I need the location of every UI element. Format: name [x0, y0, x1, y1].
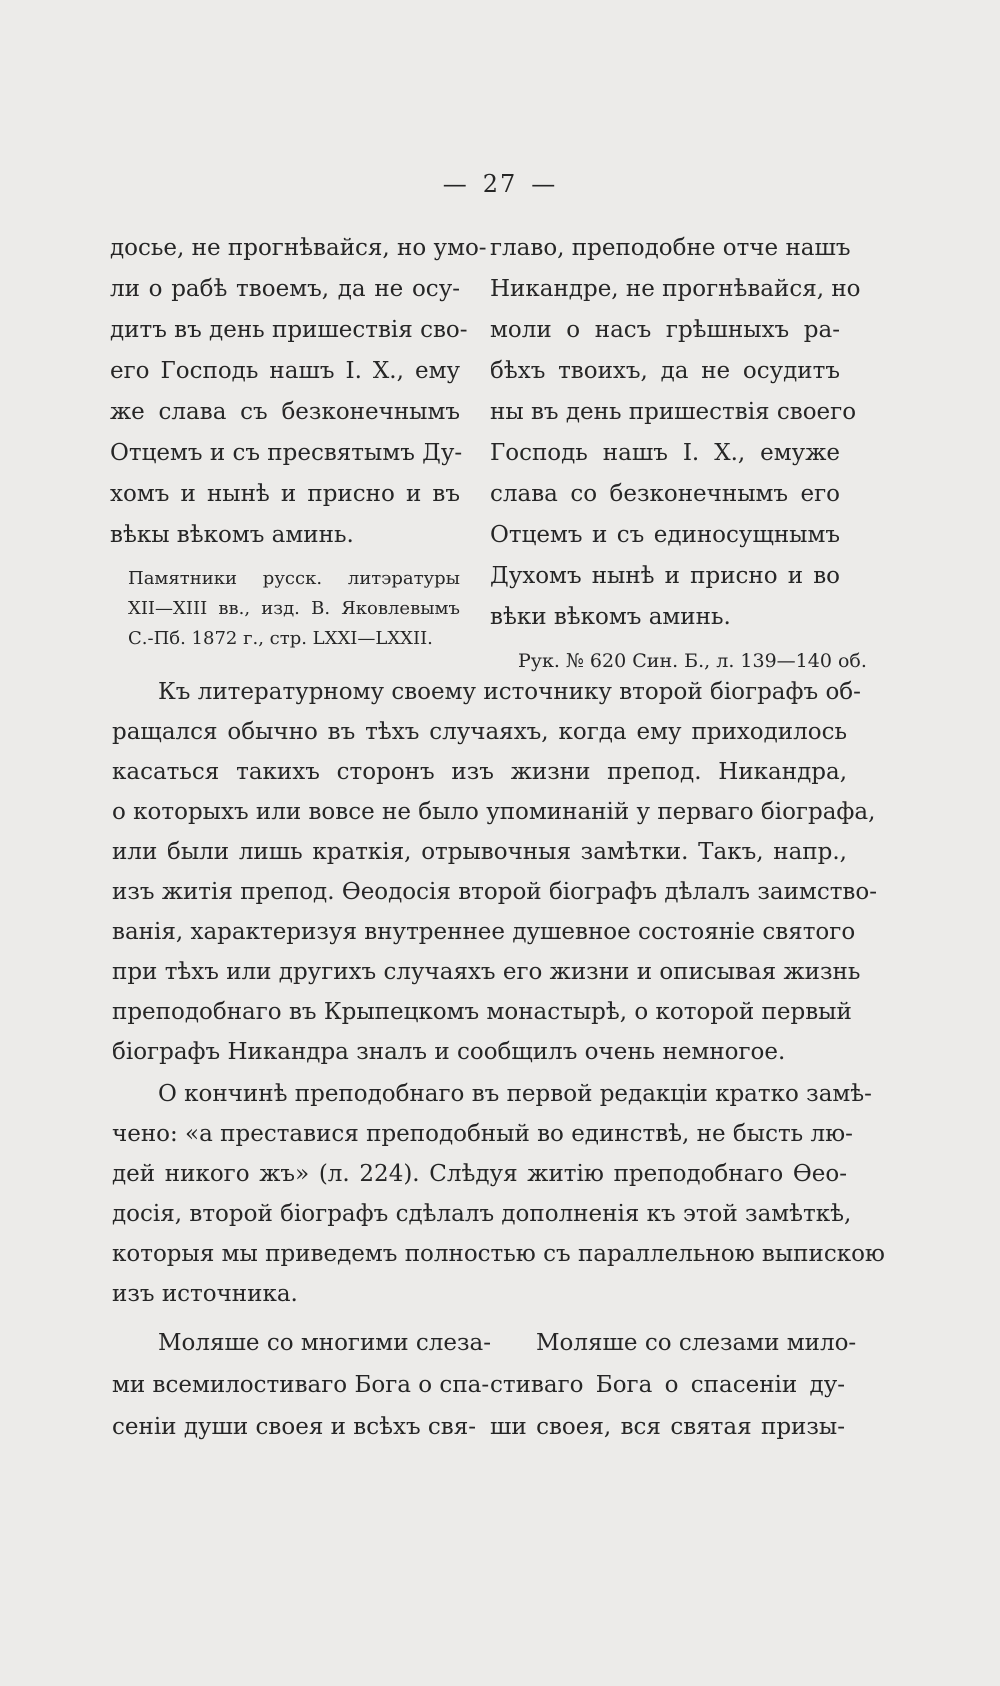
text-line: моли о насъ грѣшныхъ ра-: [490, 317, 840, 343]
page-number-dash-left: —: [442, 170, 469, 198]
text-line: или были лишь краткія, отрывочныя замѣтки. Такъ, напр.,: [112, 839, 847, 865]
source-line: С.-Пб. 1872 г., стр. LXXI—LXXII.: [128, 628, 433, 649]
text-line: хомъ и нынѣ и присно и въ: [110, 481, 460, 507]
text-line: ращался обычно въ тѣхъ случаяхъ, когда ему приходилось: [112, 719, 847, 745]
right-column-top: [490, 228, 867, 676]
text-line: Къ литературному своему источнику второй біографъ об-: [158, 679, 861, 705]
text-line: Отцемъ и съ пресвятымъ Ду-: [110, 440, 463, 466]
text-line: Господь нашъ І. Х., емуже: [490, 440, 840, 466]
paragraph-2: [112, 1074, 885, 1314]
text-line: преподобнаго въ Крыпецкомъ монастырѣ, о которой первый: [112, 999, 852, 1025]
left-column-bottom: [112, 1322, 491, 1448]
page-number: [0, 170, 1000, 198]
page-number-dash-right: —: [531, 170, 558, 198]
text-line: ны въ день пришествія своего: [490, 399, 857, 425]
source-citation-left: [110, 564, 460, 654]
text-line: дей никого жъ» (л. 224). Слѣдуя житію преподобнаго Ѳео-: [112, 1161, 847, 1187]
text-line: О кончинѣ преподобнаго въ первой редакціи кратко замѣ-: [158, 1081, 872, 1107]
text-line: біографъ Никандра зналъ и сообщилъ очень немногое.: [112, 1039, 786, 1065]
paragraph-1: [112, 672, 877, 1072]
text-line: Отцемъ и съ единосущнымъ: [490, 522, 840, 548]
text-line: бѣхъ твоихъ, да не осудитъ: [490, 358, 840, 384]
text-line: дитъ въ день пришествія сво-: [110, 317, 468, 343]
page-number-value: 27: [482, 170, 518, 198]
text-line: чено: «а преставися преподобный во единствѣ, не бысть лю-: [112, 1121, 853, 1147]
text-line: которыя мы приведемъ полностью съ параллельною выпискою: [112, 1241, 885, 1267]
text-line: слава со безконечнымъ его: [490, 481, 840, 507]
right-column-bottom: [490, 1322, 857, 1448]
text-line: ши своея, вся святая призы-: [490, 1414, 845, 1440]
left-column-top: [110, 228, 487, 654]
text-line: ли о рабѣ твоемъ, да не осу-: [110, 276, 460, 302]
text-line: же слава съ безконечнымъ: [110, 399, 460, 425]
text-line: стиваго Бога о спасеніи ду-: [490, 1372, 845, 1398]
text-line: ми всемилостиваго Бога о спа-: [112, 1372, 490, 1398]
text-line: ванія, характеризуя внутреннее душевное состояніе святого: [112, 919, 856, 945]
text-line: Моляше со многими слеза-: [158, 1330, 491, 1356]
text-line: касаться такихъ сторонъ изъ жизни препод. Никандра,: [112, 759, 847, 785]
text-line: Никандре, не прогнѣвайся, но: [490, 276, 861, 302]
text-line: сеніи души своея и всѣхъ свя-: [112, 1414, 477, 1440]
text-line: Духомъ нынѣ и присно и во: [490, 563, 840, 589]
text-line: изъ источника.: [112, 1281, 298, 1307]
text-line: его Господь нашъ І. Х., ему: [110, 358, 460, 384]
text-line: при тѣхъ или другихъ случаяхъ его жизни и описывая жизнь: [112, 959, 861, 985]
text-line: изъ житія препод. Ѳеодосія второй біографъ дѣлалъ заимство-: [112, 879, 877, 905]
text-line: вѣки вѣкомъ аминь.: [490, 604, 731, 630]
text-line: досье, не прогнѣвайся, но умо-: [110, 235, 487, 261]
text-line: о которыхъ или вовсе не было упоминаній у перваго біографа,: [112, 799, 876, 825]
source-line: Памятники русск. литэратуры: [128, 568, 460, 589]
text-line: вѣкы вѣкомъ аминь.: [110, 522, 354, 548]
source-citation-right: Рук. № 620 Син. Б., л. 139—140 об.: [518, 650, 867, 672]
text-line: Моляше со слезами мило-: [536, 1330, 857, 1356]
source-line: XII—XIII вв., изд. В. Яковлевымъ: [128, 598, 460, 619]
text-line: главо, преподобне отче нашъ: [490, 235, 851, 261]
text-line: досія, второй біографъ сдѣлалъ дополненія къ этой замѣткѣ,: [112, 1201, 852, 1227]
